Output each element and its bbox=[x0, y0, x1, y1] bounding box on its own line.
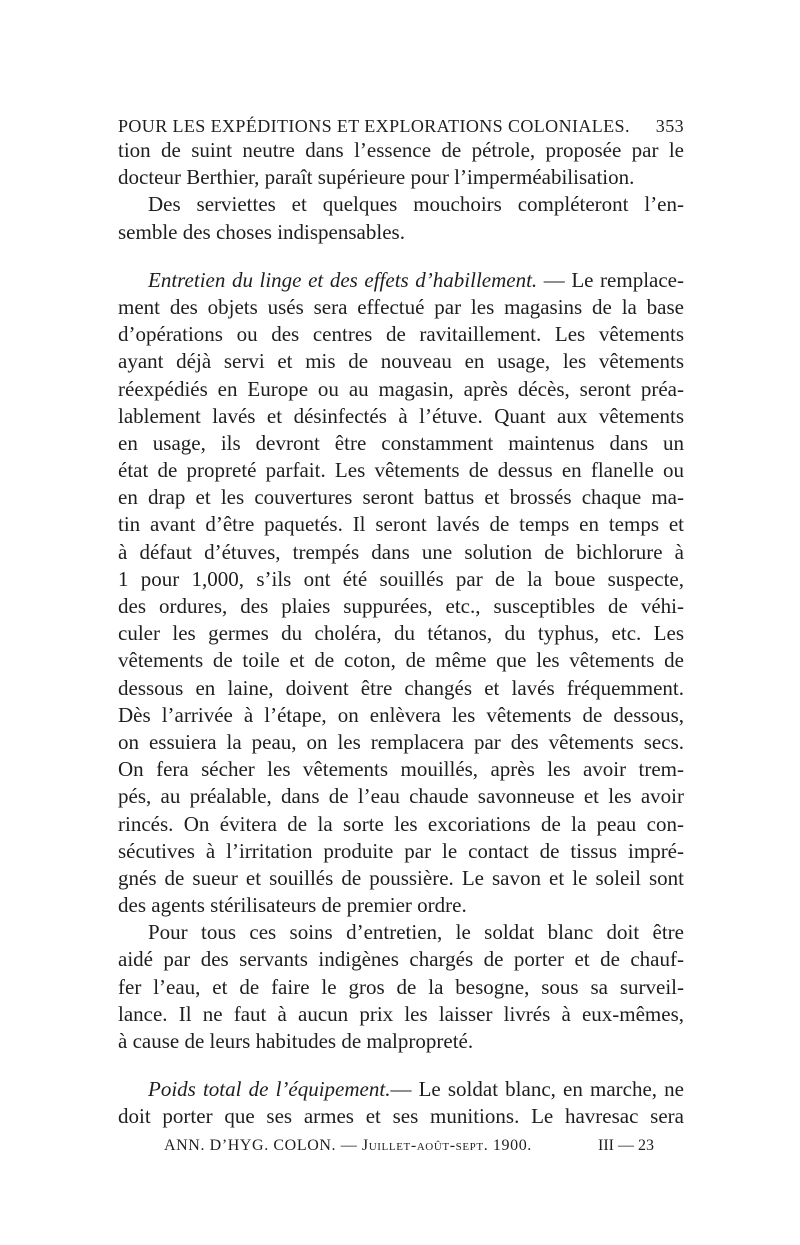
signature-mark: III — 23 bbox=[598, 1137, 654, 1154]
text-line: en usage, ils devront être constamment maintenus dans un bbox=[118, 430, 684, 455]
text-line: Des serviettes et quelques mouchoirs compléteront l’en- bbox=[148, 192, 684, 217]
text-line: sécutives à l’irritation produite par le contact de tissus impré- bbox=[118, 838, 684, 863]
text-line: ment des objets usés sera effectué par les magasins de la base bbox=[118, 294, 684, 319]
text-line: lance. Il ne faut à aucun prix les laisser livrés à eux-mêmes, bbox=[118, 1001, 684, 1026]
text-line: à cause de leurs habitudes de malpropreté. bbox=[118, 1029, 474, 1053]
text-line: culer les germes du choléra, du tétanos, du typhus, etc. Les bbox=[118, 621, 684, 646]
paragraph-gap bbox=[118, 1055, 684, 1076]
text-line: des ordures, des plaies suppurées, etc., susceptibles de véhi- bbox=[118, 594, 684, 618]
text-line: rincés. On évitera de la sorte les excoriations de la peau con- bbox=[118, 811, 684, 836]
text-line: pés, au préalable, dans de l’eau chaude savonneuse et les avoir bbox=[118, 784, 684, 809]
text-line: tion de suint neutre dans l’essence de pétrole, proposée par le bbox=[118, 138, 684, 162]
text-line: des agents stérilisateurs de premier ordre. bbox=[118, 893, 467, 918]
section-heading-line bbox=[118, 267, 684, 294]
text-line: dessous en laine, doivent être changés et lavés fréquemment. bbox=[118, 675, 684, 700]
journal-reference: ANN. D’HYG. COLON. — Juillet-août-sept. 1900. bbox=[164, 1137, 532, 1154]
text-line: réexpédiés en Europe ou au magasin, après décès, seront préa- bbox=[118, 376, 684, 401]
section-heading: Entretien du linge et des effets d’habillement. bbox=[148, 267, 538, 292]
text-line: aidé par des servants indigènes chargés de porter et de chauf- bbox=[118, 947, 684, 972]
section-heading: Poids total de l’équipement. bbox=[148, 1077, 391, 1102]
running-head-title: POUR LES EXPÉDITIONS ET EXPLORATIONS COLONIALES. bbox=[118, 116, 630, 136]
text-line: fer l’eau, et de faire le gros de la besogne, sous sa surveil- bbox=[118, 974, 684, 999]
text-line: vêtements de toile et de coton, de même que les vêtements de bbox=[118, 648, 684, 673]
text-line: Pour tous ces soins d’entretien, le soldat blanc doit être bbox=[148, 920, 684, 945]
text-line: à défaut d’étuves, trempés dans une solution de bichlorure à bbox=[118, 539, 684, 564]
text-line: docteur Berthier, paraît supérieure pour l’imperméabilisation. bbox=[118, 165, 635, 190]
section-heading-tail: — Le remplace- bbox=[537, 267, 684, 292]
text-line: on essuiera la peau, on les remplacera par des vêtements secs. bbox=[118, 729, 684, 754]
body-text bbox=[118, 137, 684, 1131]
text-line: 1 pour 1,000, s’ils ont été souillés par de la boue suspecte, bbox=[118, 566, 684, 591]
text-line: Dès l’arrivée à l’étape, on enlèvera les vêtements de dessous, bbox=[118, 702, 684, 727]
text-line: lablement lavés et désinfectés à l’étuve. Quant aux vêtements bbox=[118, 403, 684, 428]
text-line: On fera sécher les vêtements mouillés, après les avoir trem- bbox=[118, 757, 684, 782]
text-line: gnés de sueur et souillés de poussière. Le savon et le soleil sont bbox=[118, 865, 684, 890]
text-line: doit porter que ses armes et ses munitions. Le havresac sera bbox=[118, 1104, 684, 1129]
text-line: en drap et les couvertures seront battus et brossés chaque ma- bbox=[118, 485, 684, 510]
text-line: d’opérations ou des centres de ravitaillement. Les vêtements bbox=[118, 322, 684, 347]
section-heading-line bbox=[118, 1076, 684, 1103]
text-line: tin avant d’être paquetés. Il seront lavés de temps en temps et bbox=[118, 512, 684, 537]
page-footer bbox=[164, 1137, 654, 1161]
text-line: ayant déjà servi et mis de nouveau en usage, les vêtements bbox=[118, 349, 684, 374]
paragraph-gap bbox=[118, 246, 684, 267]
text-line: semble des choses indispensables. bbox=[118, 219, 405, 244]
text-line: état de propreté parfait. Les vêtements de dessus en flanelle ou bbox=[118, 458, 684, 483]
page-number: 353 bbox=[655, 116, 684, 136]
section-heading-tail: — Le soldat blanc, en marche, ne bbox=[390, 1077, 684, 1102]
